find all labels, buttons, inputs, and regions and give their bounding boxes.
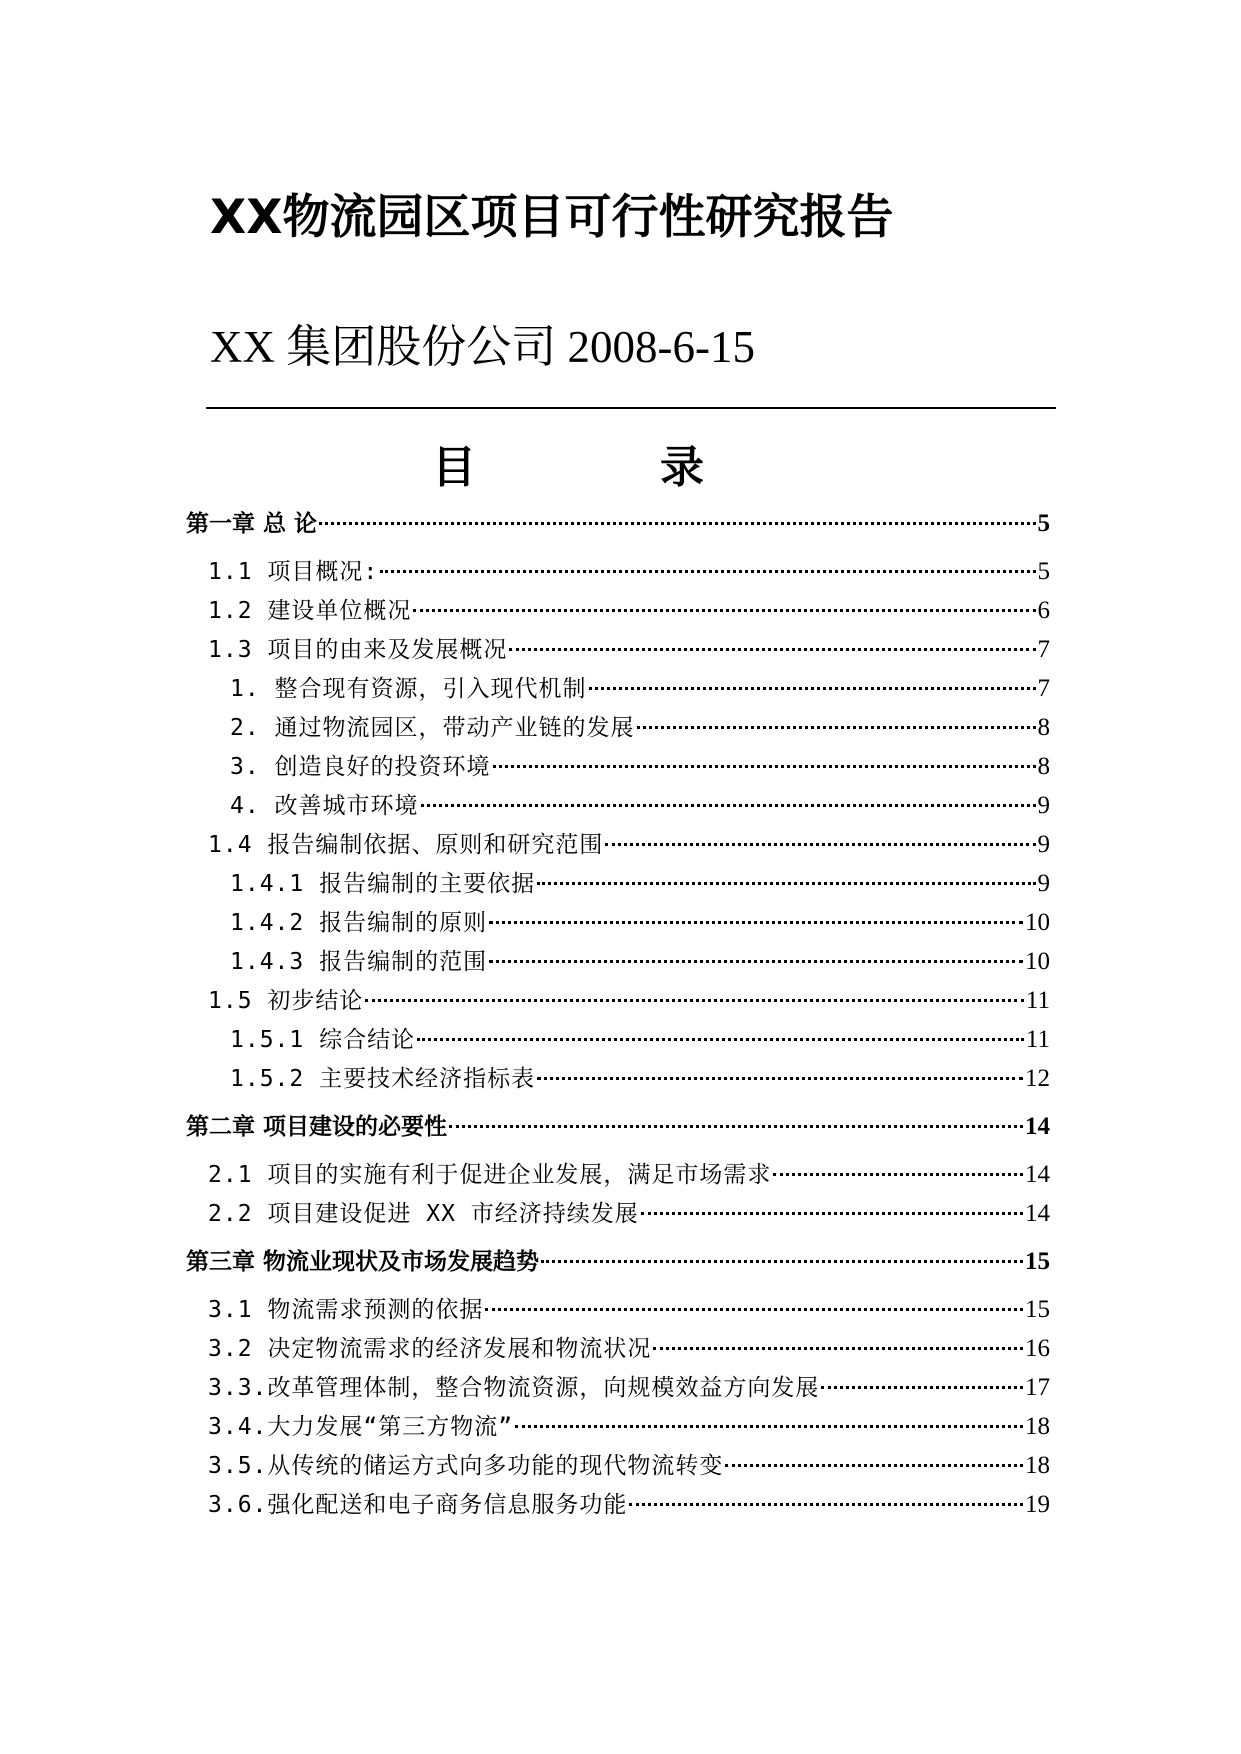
toc-dot-leader [641, 1212, 1023, 1215]
toc-entry[interactable] [208, 555, 1050, 589]
toc-dot-leader [380, 570, 1035, 573]
toc-entry-page-number: 5 [1037, 510, 1050, 537]
toc-entry-label: 2.1 项目的实施有利于促进企业发展，满足市场需求 [208, 1162, 772, 1188]
toc-dot-leader [319, 522, 1035, 525]
toc-entry-page-number: 17 [1025, 1374, 1050, 1401]
toc-dot-leader [485, 1308, 1023, 1311]
toc-entry[interactable] [208, 1371, 1050, 1405]
toc-entry-label: 1.5.2 主要技术经济指标表 [230, 1066, 536, 1092]
toc-dot-leader [489, 960, 1023, 963]
toc-dot-leader [449, 1125, 1023, 1128]
toc-entry-page-number: 7 [1037, 636, 1050, 663]
toc-entry-label: 1.5 初步结论 [208, 988, 364, 1014]
toc-entry-page-number: 10 [1025, 948, 1050, 975]
toc-dot-leader [489, 921, 1023, 924]
toc-entry-page-number: 6 [1037, 597, 1050, 624]
title-divider [206, 407, 1056, 409]
toc-entry-page-number: 14 [1025, 1113, 1050, 1140]
toc-heading-right: 录 [660, 442, 704, 493]
toc-dot-leader [493, 765, 1036, 768]
toc-entry-page-number: 14 [1025, 1161, 1050, 1188]
toc-entry[interactable] [230, 789, 1050, 823]
toc-dot-leader [541, 1260, 1023, 1263]
toc-dot-leader [417, 1038, 1024, 1041]
toc-entry-label: 1.4.2 报告编制的原则 [230, 910, 488, 936]
toc-entry-page-number: 18 [1025, 1452, 1050, 1479]
toc-entry[interactable] [208, 984, 1050, 1018]
toc-entry[interactable] [230, 1062, 1050, 1096]
toc-entry[interactable] [208, 828, 1050, 862]
toc-entry-page-number: 14 [1025, 1200, 1050, 1227]
toc-entry-page-number: 9 [1037, 831, 1050, 858]
toc-entry[interactable] [208, 1197, 1050, 1231]
toc-entry-label: 3.3.改革管理体制，整合物流资源，向规模效益方向发展 [208, 1375, 820, 1401]
toc-entry-label: 1. 整合现有资源，引入现代机制 [230, 676, 587, 702]
toc-entry-page-number: 9 [1037, 792, 1050, 819]
toc-entry[interactable] [208, 1158, 1050, 1192]
toc-dot-leader [413, 609, 1035, 612]
toc-entry[interactable] [186, 1245, 1050, 1279]
toc-entry-label: 3.1 物流需求预测的依据 [208, 1297, 484, 1323]
toc-entry[interactable] [230, 711, 1050, 745]
toc-entry[interactable] [230, 672, 1050, 706]
toc-entry-label: 第一章 总 论 [186, 511, 318, 537]
toc-dot-leader [365, 999, 1024, 1002]
toc-entry-label: 1.2 建设单位概况 [208, 598, 412, 624]
toc-entry[interactable] [208, 633, 1050, 667]
toc-entry-label: 3.4.大力发展“第三方物流” [208, 1414, 514, 1440]
toc-entry-label: 3.6.强化配送和电子商务信息服务功能 [208, 1492, 628, 1518]
toc-entry-label: 3.2 决定物流需求的经济发展和物流状况 [208, 1336, 652, 1362]
toc-entry[interactable] [208, 1293, 1050, 1327]
toc-entry-label: 第三章 物流业现状及市场发展趋势 [186, 1249, 540, 1275]
toc-entry-page-number: 5 [1037, 558, 1050, 585]
toc-entry[interactable] [230, 750, 1050, 784]
toc-entry[interactable] [230, 1023, 1050, 1057]
toc-entry-page-number: 10 [1025, 909, 1050, 936]
toc-entry-label: 3. 创造良好的投资环境 [230, 754, 491, 780]
toc-entry-label: 1.4.1 报告编制的主要依据 [230, 871, 536, 897]
toc-entry-page-number: 18 [1025, 1413, 1050, 1440]
toc-entry-page-number: 19 [1025, 1491, 1050, 1518]
toc-entry-page-number: 7 [1037, 675, 1050, 702]
toc-dot-leader [821, 1386, 1023, 1389]
toc-entry[interactable] [186, 507, 1050, 541]
toc-entry[interactable] [208, 1332, 1050, 1366]
toc-entry-page-number: 12 [1025, 1065, 1050, 1092]
toc-dot-leader [537, 882, 1035, 885]
toc-entry-page-number: 11 [1025, 1026, 1050, 1053]
toc-entry-label: 1.5.1 综合结论 [230, 1027, 416, 1053]
toc-dot-leader [605, 843, 1035, 846]
toc-entry-page-number: 15 [1025, 1296, 1050, 1323]
toc-entry-label: 2.2 项目建设促进 XX 市经济持续发展 [208, 1201, 639, 1227]
toc-entry[interactable] [208, 594, 1050, 628]
toc-entry-page-number: 11 [1025, 987, 1050, 1014]
toc-entry-label: 1.3 项目的由来及发展概况 [208, 637, 508, 663]
toc-dot-leader [637, 726, 1036, 729]
toc-entry-label: 1.1 项目概况: [208, 559, 379, 585]
toc-entry-page-number: 8 [1037, 714, 1050, 741]
toc-entry-label: 第二章 项目建设的必要性 [186, 1114, 448, 1140]
toc-entry[interactable] [230, 906, 1050, 940]
toc-entry[interactable] [186, 1110, 1050, 1144]
toc-entry-label: 2. 通过物流园区，带动产业链的发展 [230, 715, 635, 741]
toc-heading-left: 目 [432, 442, 476, 493]
toc-entry[interactable] [230, 945, 1050, 979]
toc-entry-label: 1.4.3 报告编制的范围 [230, 949, 488, 975]
toc-entry[interactable] [230, 867, 1050, 901]
document-subtitle: XX 集团股份公司 2008-6-15 [210, 322, 755, 372]
toc-entry-label: 3.5.从传统的储运方式向多功能的现代物流转变 [208, 1453, 724, 1479]
toc-dot-leader [537, 1077, 1023, 1080]
toc-entry[interactable] [208, 1488, 1050, 1522]
toc-dot-leader [629, 1503, 1023, 1506]
toc-dot-leader [653, 1347, 1023, 1350]
toc-entry-page-number: 9 [1037, 870, 1050, 897]
toc-entry-page-number: 8 [1037, 753, 1050, 780]
toc-entry-label: 1.4 报告编制依据、原则和研究范围 [208, 832, 604, 858]
toc-entry[interactable] [208, 1410, 1050, 1444]
toc-dot-leader [773, 1173, 1023, 1176]
document-title: XX物流园区项目可行性研究报告 [210, 190, 894, 245]
toc-entry-page-number: 15 [1025, 1248, 1050, 1275]
toc-dot-leader [589, 687, 1036, 690]
toc-entry-label: 4. 改善城市环境 [230, 793, 419, 819]
toc-entry-page-number: 16 [1025, 1335, 1050, 1362]
toc-dot-leader [421, 804, 1036, 807]
toc-entry[interactable] [208, 1449, 1050, 1483]
toc-dot-leader [509, 648, 1035, 651]
toc-dot-leader [725, 1464, 1023, 1467]
toc-dot-leader [515, 1425, 1023, 1428]
